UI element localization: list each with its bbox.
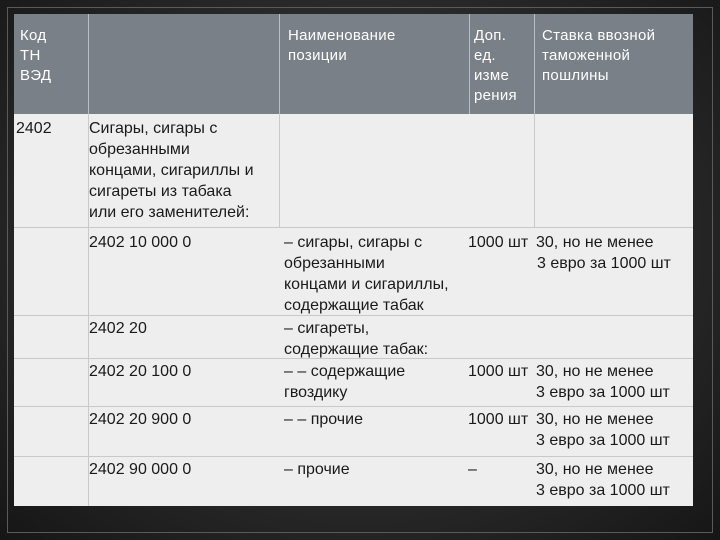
header-rate: Ставка ввозной таможенной пошлины — [542, 27, 656, 84]
row-description: – сигареты, содержащие табак: — [284, 320, 429, 358]
row-unit: – — [468, 461, 477, 478]
row-subcode: 2402 20 — [89, 320, 147, 337]
row-divider — [14, 406, 693, 407]
row-unit: 1000 шт — [468, 363, 529, 380]
row-unit: 1000 шт — [468, 234, 529, 251]
row-description: – прочие — [284, 461, 350, 478]
header-name: Наименование позиции — [288, 27, 396, 64]
row-description: – сигары, сигары с обрезанными концами и сигариллы, содержащие табак — [284, 234, 449, 314]
tariff-table — [14, 14, 693, 506]
row-rate: 30, но не менее 3 евро за 1000 шт — [536, 411, 670, 449]
row-subcode: 2402 10 000 0 — [89, 234, 192, 251]
row-rate: 30, но не менее 3 евро за 1000 шт — [536, 461, 670, 499]
header-unit: Доп. ед. изме рения — [474, 27, 517, 104]
row-subcode: 2402 90 000 0 — [89, 461, 192, 478]
header-divider — [88, 14, 89, 114]
row-code: 2402 — [16, 120, 52, 137]
row-divider — [14, 456, 693, 457]
row-description: – – прочие — [284, 411, 363, 428]
row-subcode: 2402 20 900 0 — [89, 411, 192, 428]
row-rate: 30, но не менее 3 евро за 1000 шт — [536, 363, 670, 401]
header-divider — [469, 14, 470, 114]
row-name: Сигары, сигары с обрезанными концами, сигариллы и сигареты из табака или его заменителей: — [89, 120, 254, 221]
header-divider — [279, 14, 280, 114]
row-divider — [14, 227, 693, 228]
row-description: – – содержащие гвоздику — [284, 363, 406, 401]
row-unit: 1000 шт — [468, 411, 529, 428]
header-code: Код ТН ВЭД — [20, 27, 52, 84]
row-rate: 30, но не менее 3 евро за 1000 шт — [536, 234, 671, 272]
row-subcode: 2402 20 100 0 — [89, 363, 192, 380]
header-divider — [534, 14, 535, 114]
column-divider — [279, 114, 280, 227]
column-divider — [534, 114, 535, 227]
